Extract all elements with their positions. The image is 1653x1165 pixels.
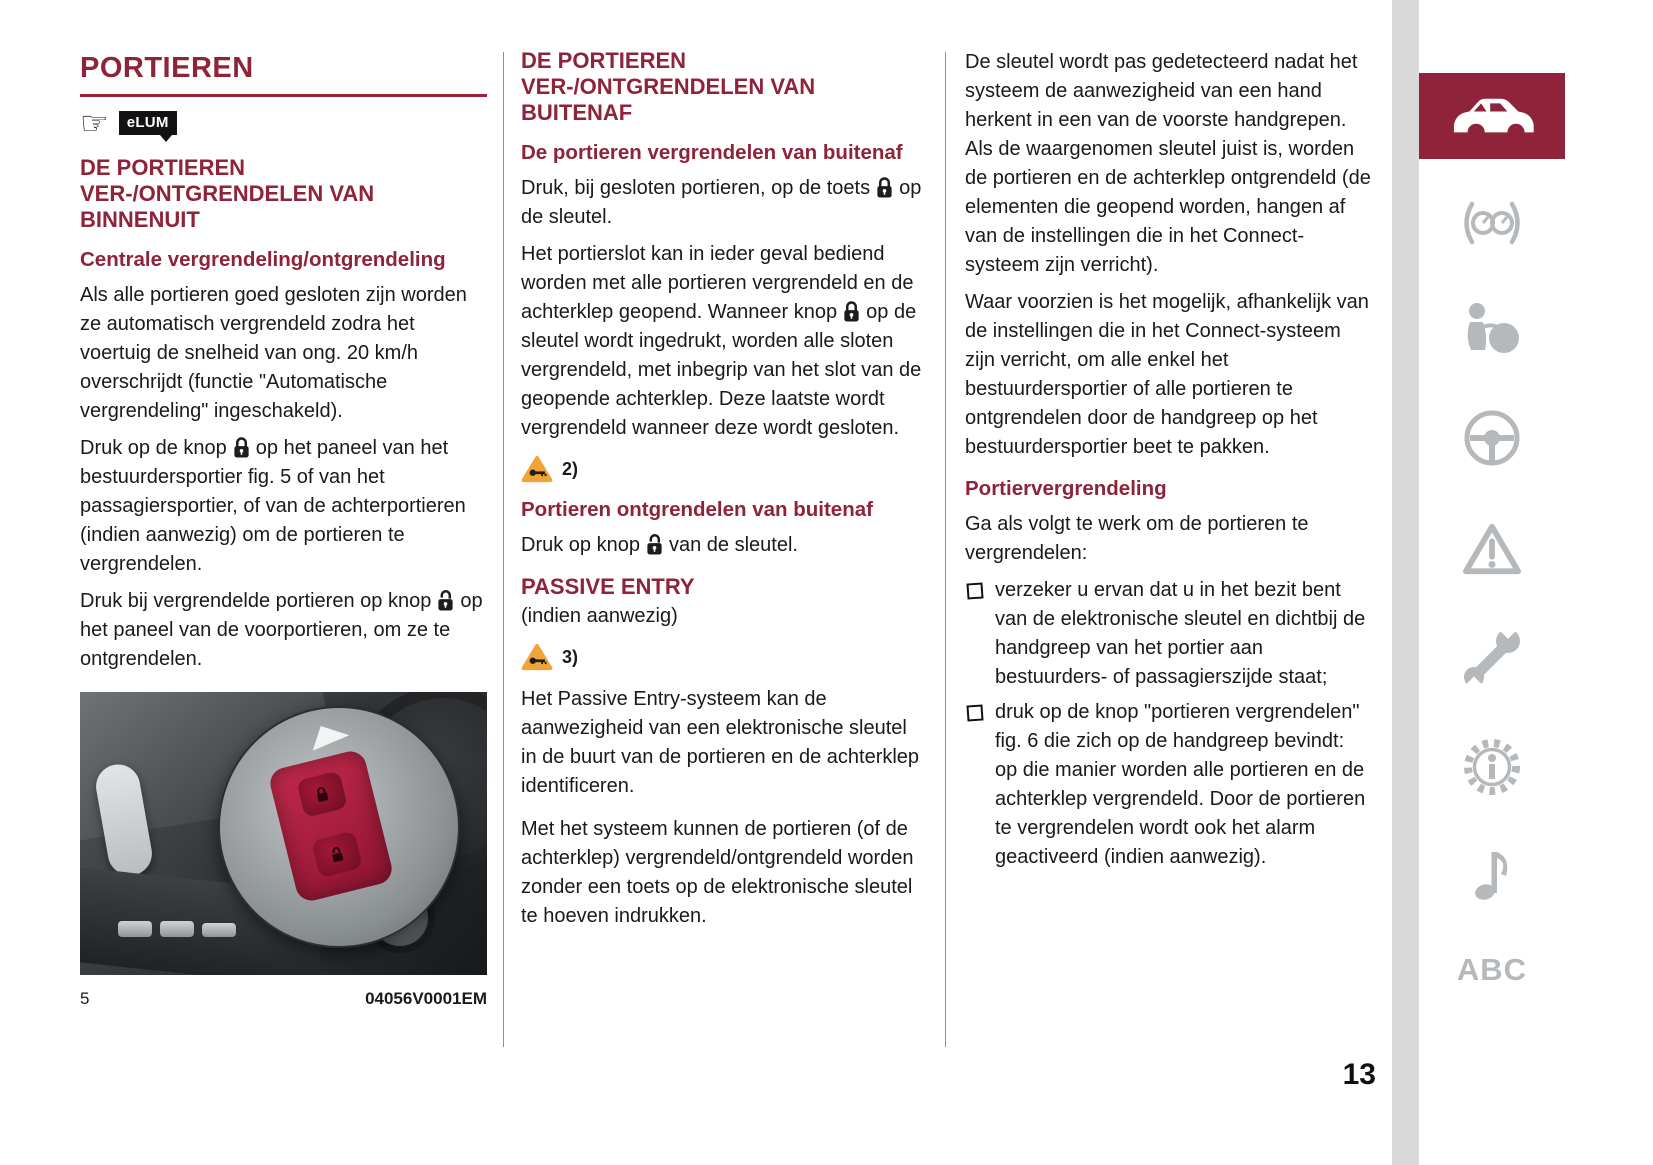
section-heading-buitenaf: DE PORTIEREN VER-/ONTGRENDELEN VAN BUITENAF <box>521 48 816 125</box>
elum-badge: eLUM <box>119 111 177 135</box>
figure-code: 04056V0001EM <box>365 989 487 1008</box>
chapter-tab-abc: ABC <box>1456 952 1528 987</box>
note-number: 3) <box>562 646 579 667</box>
passive-entry-availability: (indien aanwezig) <box>521 605 678 627</box>
chapter-tab <box>1419 626 1565 688</box>
column-right <box>965 48 1371 878</box>
warning-note-3 <box>521 643 925 671</box>
figure-door-panel-photo <box>80 692 487 975</box>
window-switch <box>118 921 152 937</box>
info-gear-icon <box>1461 736 1523 798</box>
paragraph: Het Passive Entry-systeem kan de aanwezigheid van een elektronische sleutel in de buurt van de portieren en de achterklep identificeren. <box>521 688 920 797</box>
warning-key-icon <box>521 643 553 671</box>
figure-number: 5 <box>80 989 90 1008</box>
paragraph: Druk op de knop op het paneel van het bestuurdersportier fig. 5 of van het passagiersportier, of van de achterportieren (indien aanwezig) om de portieren te vergrendelen. <box>80 437 466 575</box>
lock-closed-icon <box>313 785 330 804</box>
car-icon <box>1446 87 1538 145</box>
window-switch <box>202 923 236 937</box>
note-number: 2) <box>562 458 579 479</box>
paragraph: Druk op knop van de sleutel. <box>521 534 798 556</box>
section-heading-binnenuit: DE PORTIEREN VER-/ONTGRENDELEN VAN BINNENUIT <box>80 155 375 232</box>
paragraph: Als alle portieren goed gesloten zijn worden ze automatisch vergrendeld zodra het voertuig de snelheid van ong. 20 km/h overschrijdt (functie "Automatische vergrendeling" ingeschakeld). <box>80 284 467 422</box>
paragraph: Met het systeem kunnen de portieren (of de achterklep) vergrendeld/ontgrendeld worden zonder een toets op de elektronische sleutel te hoeven indrukken. <box>521 818 914 927</box>
subheading-ontgrendelen-buitenaf: Portieren ontgrendelen van buitenaf <box>521 498 873 521</box>
chapter-tab <box>1419 520 1565 578</box>
column-left <box>80 48 487 1009</box>
paragraph: De sleutel wordt pas gedetecteerd nadat het systeem de aanwezigheid van een hand herkent in een van de voorste handgrepen. Als de waargenomen sleutel juist is, worden de portieren en de achterklep ontgrendeld (de elementen die geopend worden, hangen af van de instellingen die in het Connect-systeem zijn verricht). <box>965 51 1371 276</box>
paragraph: Waar voorzien is het mogelijk, afhankelijk van de instellingen die in het Connect-systeem zijn verricht, om alle enkel het bestuurdersportier of alle portieren te ontgrendelen door de handgreep op het bestuurdersportier beet te pakken. <box>965 291 1369 458</box>
square-bullet-icon <box>966 704 983 721</box>
chapter-tab <box>1419 198 1565 248</box>
sidebar-strip <box>1392 0 1419 1165</box>
subheading-portiervergrendeling: Portiervergrendeling <box>965 477 1167 500</box>
elum-reference <box>80 107 487 139</box>
section-heading-passive-entry: PASSIVE ENTRY <box>521 574 695 599</box>
page-title: PORTIEREN <box>80 48 487 97</box>
square-bullet-icon <box>966 582 983 599</box>
column-divider <box>945 52 946 1047</box>
subheading-vergrendelen-buitenaf: De portieren vergrendelen van buitenaf <box>521 141 903 164</box>
chapter-tab <box>1419 842 1565 904</box>
page-number: 13 <box>1342 1058 1376 1091</box>
list-item: verzeker u ervan dat u in het bezit bent van de elektronische sleutel en dichtbij de handgreep van het portier aan bestuurders- of passagierszijde staat; <box>965 576 1371 692</box>
subheading-centrale-vergrendeling: Centrale vergrendeling/ontgrendeling <box>80 248 446 271</box>
figure-caption <box>80 989 487 1009</box>
warning-note-2 <box>521 455 925 483</box>
chapter-tab <box>1419 736 1565 798</box>
lock-open-icon <box>436 589 455 612</box>
music-note-icon <box>1471 842 1513 904</box>
steering-wheel-icon <box>1462 408 1522 468</box>
paragraph: Druk bij vergrendelde portieren op knop op het paneel van de voorportieren, om ze te ontgrendelen. <box>80 590 483 670</box>
list-item: druk op de knop "portieren vergrendelen" fig. 6 die zich op de handgreep bevindt: op die manier worden alle portieren en de achterklep vergrendeld. Door de portieren te vergrendelen wordt ook het alarm geactiveerd (indien aanwezig). <box>965 698 1371 872</box>
chapter-tab-active <box>1419 73 1565 159</box>
door-lock-button <box>296 770 348 818</box>
column-divider <box>503 52 504 1047</box>
column-middle <box>521 48 925 939</box>
airbag-icon <box>1462 300 1522 358</box>
chapter-tab <box>1419 408 1565 468</box>
lock-closed-icon <box>232 436 251 459</box>
warning-triangle-icon <box>1460 520 1524 578</box>
lock-closed-icon <box>842 300 861 323</box>
window-switch <box>160 921 194 937</box>
lock-open-icon <box>645 533 664 556</box>
chapter-tab <box>1419 300 1565 358</box>
lock-closed-icon <box>875 176 894 199</box>
magnifier-callout <box>218 706 460 948</box>
lock-button-panel <box>267 748 395 904</box>
procedure-list <box>965 576 1371 872</box>
wrench-icon <box>1461 626 1523 688</box>
paragraph: Het portierslot kan in ieder geval bediend worden met alle portieren vergrendeld en de achterklep geopend. Wanneer knop op de sleutel wordt ingedrukt, worden alle sloten vergrendeld, met inbegrip van het slot van de geopende achterklep. Deze laatste wordt vergrendeld wanneer deze wordt gesloten. <box>521 243 922 439</box>
instrument-cluster-icon <box>1459 198 1525 248</box>
pointing-hand-icon: ☞ <box>80 105 109 141</box>
paragraph: Ga als volgt te werk om de portieren te vergrendelen: <box>965 513 1309 564</box>
door-unlock-button <box>311 831 363 879</box>
warning-key-icon <box>521 455 553 483</box>
lock-open-icon <box>328 845 345 864</box>
paragraph: Druk, bij gesloten portieren, op de toets op de sleutel. <box>521 177 922 228</box>
